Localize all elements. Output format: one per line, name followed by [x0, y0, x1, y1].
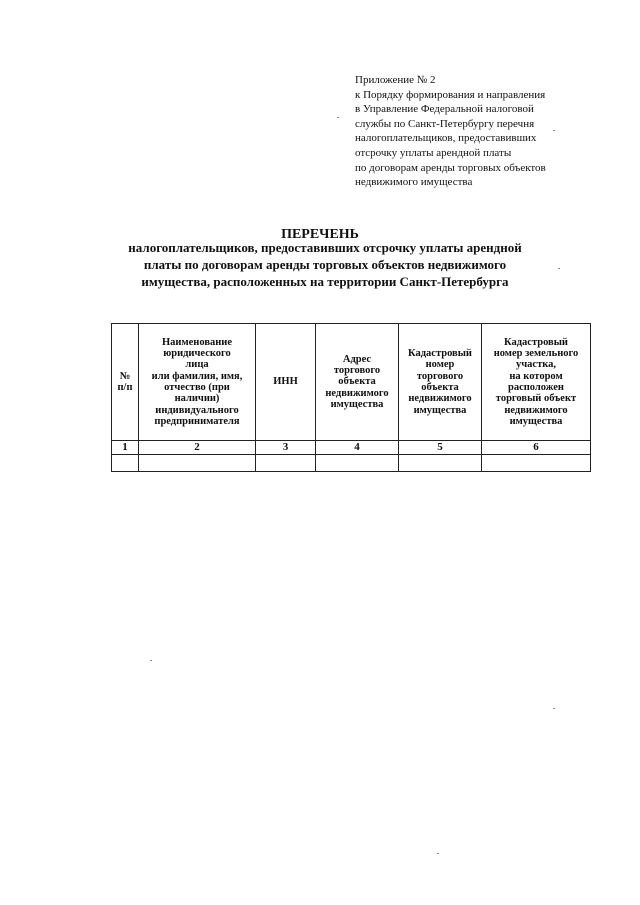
- table-cell[interactable]: [256, 455, 316, 472]
- scan-speck: [553, 708, 555, 709]
- table-cell[interactable]: [112, 455, 139, 472]
- appendix-line: к Порядку формирования и направления: [355, 88, 546, 101]
- column-number-cell: 4: [316, 441, 399, 455]
- header-cell-name: Наименование юридического лица или фамилия, имя, отчество (при наличии) индивидуального предпринимателя: [139, 324, 256, 441]
- taxpayers-table: [111, 323, 591, 472]
- table-cell[interactable]: [316, 455, 399, 472]
- document-title: ПЕРЕЧЕНЬ: [281, 227, 359, 242]
- table-cell[interactable]: [139, 455, 256, 472]
- header-cell-address: Адрес торгового объекта недвижимого имущества: [316, 324, 399, 441]
- appendix-line: в Управление Федеральной налоговой: [355, 103, 534, 116]
- column-number-cell: 2: [139, 441, 256, 455]
- column-number-cell: 1: [112, 441, 139, 455]
- scan-speck: [558, 268, 560, 269]
- header-cell-number: № п/п: [112, 324, 139, 441]
- header-cell-cadastral-land: Кадастровый номер земельного участка, на котором расположен торговый объект недвижимого имущества: [482, 324, 591, 441]
- scan-speck: [150, 660, 152, 661]
- appendix-line: недвижимого имущества: [355, 176, 473, 189]
- appendix-line: службы по Санкт-Петербургу перечня: [355, 117, 535, 130]
- column-number-cell: 5: [399, 441, 482, 455]
- appendix-line: налогоплательщиков, предоставивших: [355, 132, 537, 145]
- appendix-line: отсрочку уплаты арендной платы: [355, 146, 512, 159]
- table-header-row: [112, 324, 591, 441]
- header-cell-inn: ИНН: [256, 324, 316, 441]
- scan-speck: [437, 853, 439, 854]
- document-subtitle: [110, 239, 540, 290]
- header-cell-cadastral-object: Кадастровый номер торгового объекта недвижимого имущества: [399, 324, 482, 441]
- table-row: [112, 455, 591, 472]
- subtitle-line: платы по договорам аренды торговых объектов недвижимого: [143, 257, 507, 272]
- appendix-reference: [355, 73, 625, 190]
- appendix-line: по договорам аренды торговых объектов: [355, 161, 546, 174]
- column-number-row: [112, 441, 591, 455]
- subtitle-line: налогоплательщиков, предоставивших отсрочку уплаты арендной: [128, 240, 522, 255]
- subtitle-line: имущества, расположенных на территории Санкт-Петербурга: [141, 274, 509, 289]
- scan-speck: [337, 117, 339, 118]
- column-number-cell: 3: [256, 441, 316, 455]
- table-cell[interactable]: [482, 455, 591, 472]
- column-number-cell: 6: [482, 441, 591, 455]
- table-cell[interactable]: [399, 455, 482, 472]
- appendix-line: Приложение № 2: [355, 74, 436, 86]
- scan-speck: [553, 130, 555, 131]
